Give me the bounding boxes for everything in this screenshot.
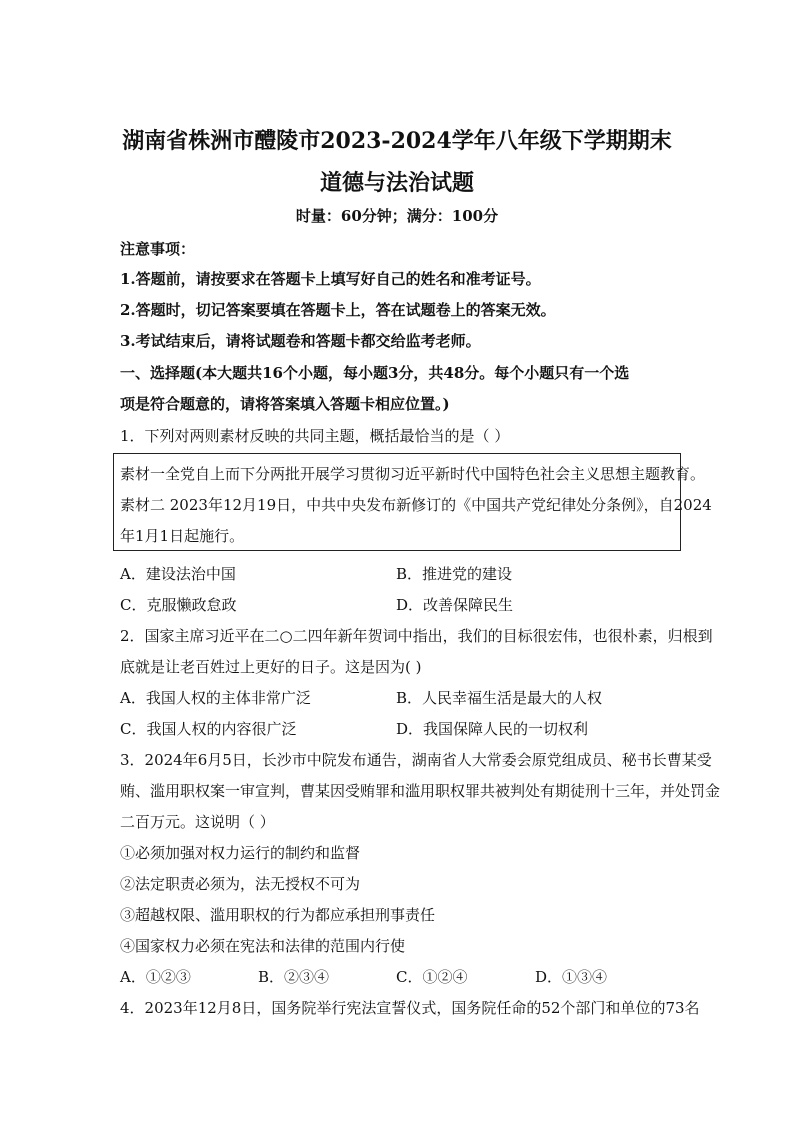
- statement-item: ④国家权力必须在宪法和法律的范围内行使: [120, 937, 406, 955]
- statement-item: ③超越权限、滥用职权的行为都应承担刑事责任: [120, 906, 436, 924]
- option-b: B．人民幸福生活是最大的人权: [396, 689, 603, 707]
- question-stem-cont: 贿、滥用职权案一审宣判，曹某因受贿罪和滥用职权罪共被判处有期徒刑十三年，并处罚金: [120, 782, 721, 800]
- question-stem: 4．2023年12月8日，国务院举行宪法宣誓仪式，国务院任命的52个部门和单位的73名: [120, 999, 700, 1017]
- option-a: A．建设法治中国: [120, 565, 236, 583]
- notice-item: 3.考试结束后，请将试题卷和答题卡都交给监考老师。: [120, 332, 481, 350]
- option-a: A．①②③: [120, 968, 191, 986]
- time-score-info: 时量：60分钟；满分：100分: [295, 207, 499, 225]
- option-b: B．推进党的建设: [396, 565, 513, 583]
- notice-item: 1.答题前，请按要求在答题卡上填写好自己的姓名和准考证号。: [120, 270, 541, 288]
- notice-item: 2.答题时，切记答案要填在答题卡上，答在试题卷上的答案无效。: [120, 301, 556, 319]
- section-heading-cont: 项是符合题意的，请将答案填入答题卡相应位置。): [120, 395, 450, 413]
- question-stem: 3．2024年6月5日，长沙市中院发布通告，湖南省人大常委会原党组成员、秘书长曹某受: [120, 751, 712, 769]
- question-stem-cont: 二百万元。这说明（ ）: [120, 813, 275, 831]
- exam-title: 湖南省株洲市醴陵市2023-2024学年八年级下学期期末: [122, 128, 672, 154]
- option-c: C．①②④: [396, 968, 468, 986]
- option-d: D．①③④: [535, 968, 608, 986]
- statement-item: ①必须加强对权力运行的制约和监督: [120, 844, 361, 862]
- material-line: 年1月1日起施行。: [120, 527, 245, 545]
- exam-subtitle: 道德与法治试题: [319, 170, 474, 196]
- option-d: D．我国保障人民的一切权利: [396, 720, 589, 738]
- material-line: 素材二 2023年12月19日，中共中央发布新修订的《中国共产党纪律处分条例》，自2024: [120, 496, 712, 514]
- notice-heading: 注意事项：: [120, 240, 196, 258]
- option-d: D．改善保障民生: [396, 596, 514, 614]
- option-c: C．我国人权的内容很广泛: [120, 720, 297, 738]
- question-stem: 2．国家主席习近平在二○二四年新年贺词中指出，我们的目标很宏伟，也很朴素，归根到: [120, 627, 713, 645]
- option-c: C．克服懒政怠政: [120, 596, 237, 614]
- option-b: B．②③④: [258, 968, 330, 986]
- question-stem-cont: 底就是让老百姓过上更好的日子。这是因为( ): [120, 658, 422, 676]
- option-a: A．我国人权的主体非常广泛: [120, 689, 311, 707]
- section-heading: 一、选择题(本大题共16个小题，每小题3分，共48分。每个小题只有一个选: [120, 364, 630, 382]
- question-stem: 1．下列对两则素材反映的共同主题，概括最恰当的是（ ）: [120, 427, 510, 445]
- material-line: 素材一全党自上而下分两批开展学习贯彻习近平新时代中国特色社会主义思想主题教育。: [120, 465, 706, 483]
- statement-item: ②法定职责必须为，法无授权不可为: [120, 875, 361, 893]
